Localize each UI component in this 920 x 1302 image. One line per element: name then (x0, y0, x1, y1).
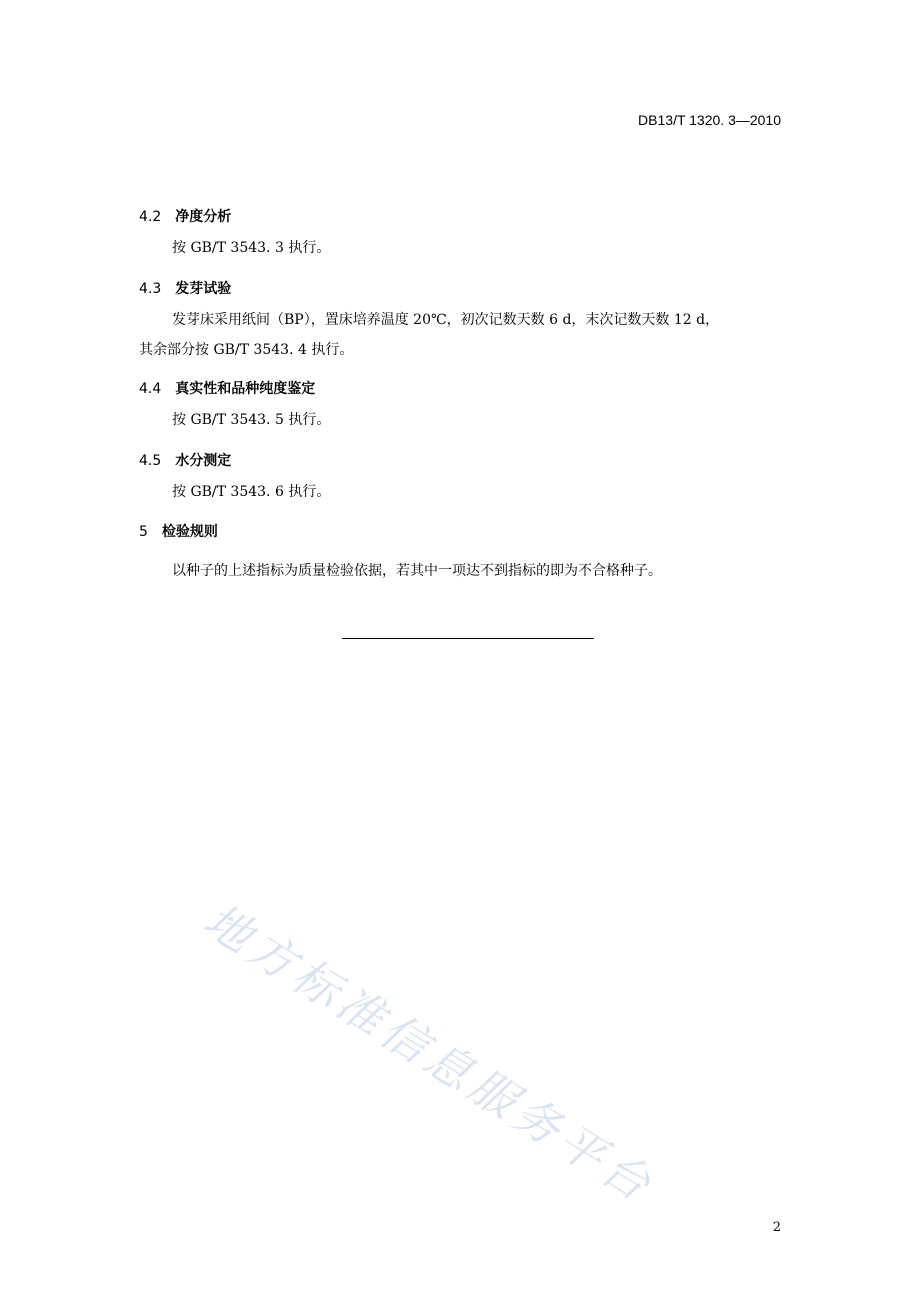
document-code: DB13/T 1320. 3—2010 (638, 112, 781, 128)
section-heading-4-3 (139, 279, 231, 299)
section-heading-4-4 (139, 379, 315, 399)
section-number: 4.2 (139, 209, 162, 225)
section-title: 真实性和品种纯度鉴定 (175, 381, 316, 397)
paragraph-line: 按 GB/T 3543. 3 执行。 (172, 240, 331, 256)
section-heading-4-5 (139, 451, 231, 471)
section-body-5 (139, 556, 781, 586)
section-title: 发芽试验 (175, 281, 232, 297)
section-number: 4.4 (139, 381, 162, 397)
page-number: 2 (772, 1220, 781, 1235)
watermark-text: 地方标准信息服务平台 (194, 892, 665, 1214)
section-body-4-2 (139, 233, 781, 263)
paragraph-line: 其余部分按 GB/T 3543. 4 执行。 (139, 342, 354, 358)
paragraph-line: 发芽床采用纸间（BP），置床培养温度 20℃，初次记数天数 6 d，末次记数天数 12 d， (172, 312, 720, 328)
section-number: 4.5 (139, 453, 162, 469)
section-title: 净度分析 (175, 209, 232, 225)
section-heading-4-2 (139, 207, 231, 227)
section-heading-5 (139, 522, 218, 542)
paragraph-line: 按 GB/T 3543. 6 执行。 (172, 484, 331, 500)
paragraph-line: 以种子的上述指标为质量检验依据，若其中一项达不到指标的即为不合格种子。 (172, 563, 662, 579)
end-of-document-rule (342, 638, 594, 639)
section-body-4-4 (139, 405, 781, 435)
section-title: 水分测定 (175, 453, 232, 469)
section-title: 检验规则 (161, 524, 218, 540)
paragraph-line: 按 GB/T 3543. 5 执行。 (172, 412, 331, 428)
section-number: 4.3 (139, 281, 162, 297)
section-number: 5 (139, 524, 148, 540)
section-body-4-5 (139, 477, 781, 507)
section-body-4-3 (139, 305, 781, 365)
